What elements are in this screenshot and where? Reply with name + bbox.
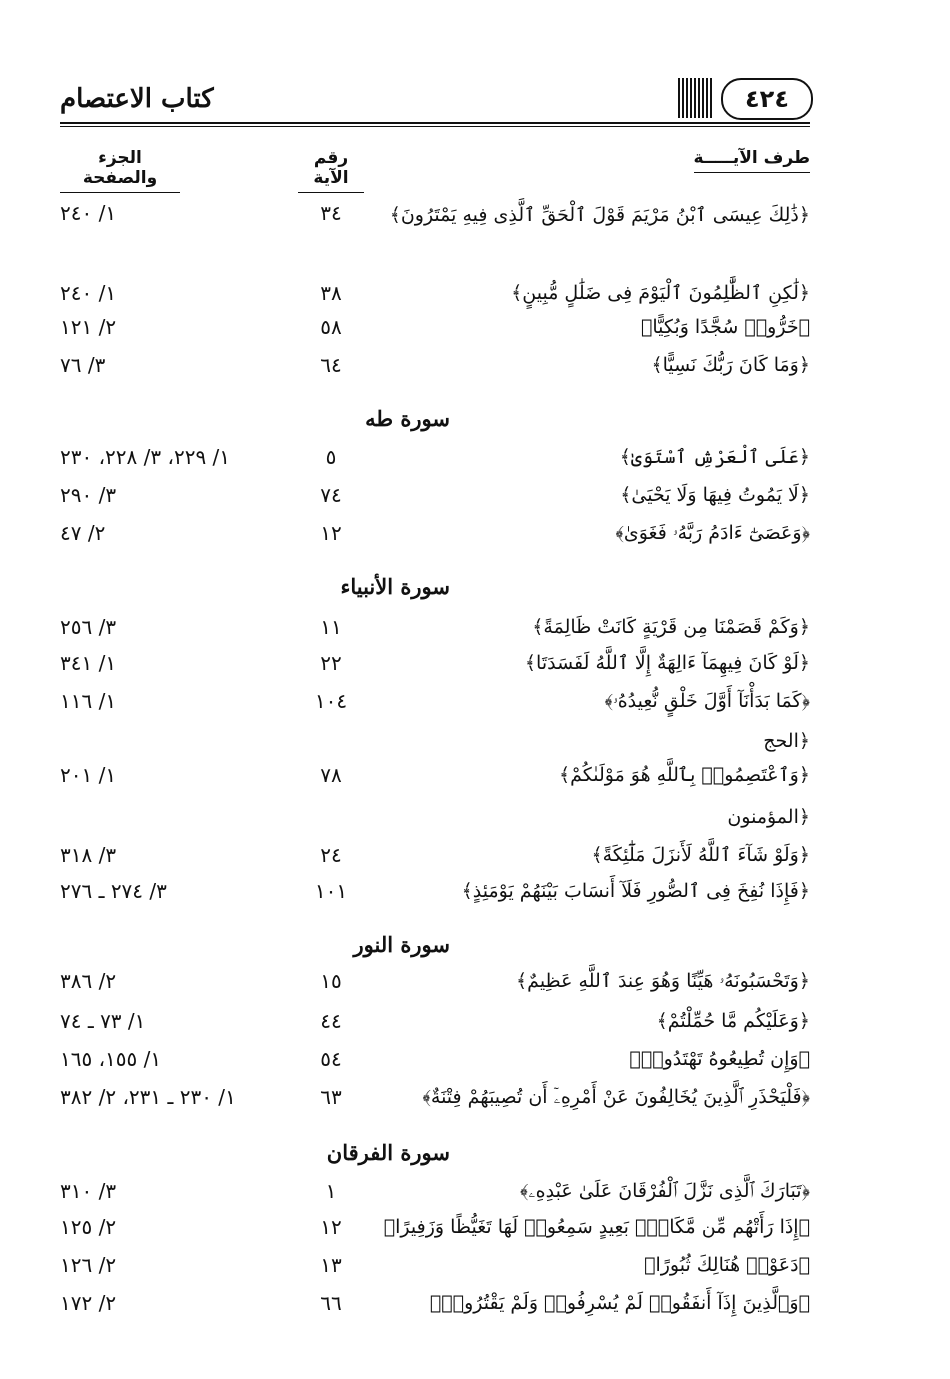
verse-number: ٦٦ <box>320 1291 342 1315</box>
surah-heading <box>60 404 810 438</box>
volume-page-ref: ٣/ ٣١٠ <box>60 1179 117 1203</box>
verse-number: ١٢ <box>320 521 342 545</box>
volume-page-ref: ١/ ٢٠١ <box>60 763 117 787</box>
volume-page-ref: ٢/ ١٧٢ <box>60 1291 117 1315</box>
table-row <box>60 198 810 232</box>
table-row <box>60 840 810 874</box>
table-row <box>60 1212 810 1246</box>
verse-number: ٣٤ <box>320 201 342 225</box>
verse-text: ﴿تَبَارَكَ ٱلَّذِى نَزَّلَ ٱلْفُرْقَانَ عَلَىٰ عَبْدِهِۦ﴾ <box>520 1180 810 1202</box>
volume-page-ref: ١/ ١١٦ <box>60 689 117 713</box>
subheading-text: ﴿الحج <box>763 730 810 752</box>
volume-page-ref: ١/ ٢٣٠ ـ ٢٣١، ٢/ ٣٨٢ <box>60 1085 236 1109</box>
verse-number: ٥ <box>325 445 337 469</box>
column-header-number: رقم الآية <box>298 148 364 193</box>
surah-title: سورة طه <box>365 406 450 431</box>
volume-page-ref: ١/ ٢٤٠ <box>60 201 117 225</box>
section-subheading <box>60 802 810 836</box>
table-row <box>60 480 810 514</box>
verse-number: ١ <box>325 1179 337 1203</box>
book-title: كتاب الاعتصام <box>60 84 214 114</box>
table-row <box>60 442 810 476</box>
verse-number: ١٠١ <box>314 879 348 903</box>
verse-number: ٢٤ <box>320 843 342 867</box>
page-number: ٤٢٤ <box>721 78 813 120</box>
volume-page-ref: ٣/ ٧٦ <box>60 353 106 377</box>
volume-page-ref: ٢/ ١٢٦ <box>60 1253 117 1277</box>
surah-heading <box>60 1138 810 1172</box>
verse-number: ٧٤ <box>320 483 342 507</box>
surah-heading <box>60 930 810 964</box>
volume-page-ref: ١/ ٧٣ ـ ٧٤ <box>60 1009 146 1033</box>
volume-page-ref: ١/ ٣٤١ <box>60 651 117 675</box>
header-rule-thin <box>60 126 810 127</box>
table-row <box>60 686 810 720</box>
surah-heading <box>60 572 810 606</box>
table-row <box>60 648 810 682</box>
page-header <box>60 78 810 122</box>
table-row <box>60 1044 810 1078</box>
table-row <box>60 1250 810 1284</box>
surah-title: سورة الفرقان <box>326 1140 450 1165</box>
verse-text: ﴿لَوْ كَانَ فِيهِمَآ ءَالِهَةٌ إِلَّا ٱللَّهُ لَفَسَدَتَا﴾ <box>524 652 810 674</box>
table-row <box>60 612 810 646</box>
verse-number: ٢٢ <box>320 651 342 675</box>
verse-text: ﴿وَعَلَيْكُم مَّا حُمِّلْتُمْ﴾ <box>656 1010 810 1032</box>
table-row <box>60 760 810 794</box>
verse-text: ﴿لَٰكِنِ ٱلظَّٰلِمُونَ ٱلْيَوْمَ فِى ضَلَٰلٍ مُّبِينٍ﴾ <box>511 282 810 304</box>
verse-text: ﴿لَا يَمُوتُ فِيهَا وَلَا يَحْيَىٰ﴾ <box>620 484 810 506</box>
verse-text: ﴿وَعَصَىٰٓ ءَادَمُ رَبَّهُۥ فَغَوَىٰ﴾ <box>615 522 810 544</box>
verse-number: ٣٨ <box>320 281 342 305</box>
volume-page-ref: ١/ ١٥٥، ١٦٥ <box>60 1047 162 1071</box>
volume-page-ref: ١/ ٢٤٠ <box>60 281 117 305</box>
verse-text: ﴿فَإِذَا نُفِخَ فِى ٱلصُّورِ فَلَآ أَنسَابَ بَيْنَهُمْ يَوْمَئِذٍ﴾ <box>461 880 810 902</box>
section-subheading <box>60 726 810 760</box>
table-row <box>60 966 810 1000</box>
table-row <box>60 518 810 552</box>
volume-page-ref: ٢/ ١٢٥ <box>60 1215 117 1239</box>
volume-page-ref: ١/ ٢٢٩، ٣/ ٢٢٨، ٢٣٠ <box>60 445 231 469</box>
verse-text: ﴿وَتَحْسَبُونَهُۥ هَيِّنًا وَهُوَ عِندَ ٱللَّهِ عَظِيمٌ﴾ <box>516 970 810 992</box>
verse-number: ١٠٤ <box>314 689 348 713</box>
verse-text: ﴿فَلْيَحْذَرِ ٱلَّذِينَ يُخَالِفُونَ عَنْ أَمْرِهِۦٓ أَن تُصِيبَهُمْ فِتْنَةٌ﴾ <box>422 1086 810 1108</box>
verse-number: ٦٤ <box>320 353 342 377</box>
table-row <box>60 278 810 312</box>
header-ornament <box>678 78 714 118</box>
table-row <box>60 350 810 384</box>
verse-text: ﴿وَلَوْ شَآءَ ٱللَّهُ لَأَنزَلَ مَلَٰٓئِكَةً﴾ <box>591 844 810 866</box>
verse-text: ﴿عَلَى ٱلْعَرْشِ ٱسْتَوَىٰ﴾ <box>619 446 810 468</box>
volume-page-ref: ٣/ ٢٩٠ <box>60 483 117 507</box>
verse-text: ﴿وَٱعْتَصِمُوا۟ بِٱللَّهِ هُوَ مَوْلَىٰكُمْ﴾ <box>558 764 810 786</box>
verse-number: ١٢ <box>320 1215 342 1239</box>
verse-text: ﴿وَٱلَّذِينَ إِذَآ أَنفَقُوا۟ لَمْ يُسْرِفُوا۟ وَلَمْ يَقْتُرُوا۟﴾ <box>429 1292 810 1314</box>
header-rule <box>60 122 810 124</box>
verse-text: ﴿كَمَا بَدَأْنَآ أَوَّلَ خَلْقٍ نُّعِيدُهُۥ﴾ <box>604 690 810 712</box>
surah-title: سورة الأنبياء <box>340 574 450 599</box>
verse-number: ١٥ <box>320 969 342 993</box>
volume-page-ref: ٢/ ٣٨٦ <box>60 969 117 993</box>
verse-number: ١٣ <box>320 1253 342 1277</box>
verse-number: ٥٨ <box>320 315 342 339</box>
volume-page-ref: ٣/ ٢٧٤ ـ ٢٧٦ <box>60 879 167 903</box>
verse-number: ٦٣ <box>320 1085 342 1109</box>
verse-text: ﴿وَكَمْ قَصَمْنَا مِن قَرْيَةٍ كَانَتْ ظَالِمَةً﴾ <box>532 616 810 638</box>
verse-number: ٥٤ <box>320 1047 342 1071</box>
verse-text: ﴿وَإِن تُطِيعُوهُ تَهْتَدُوا۟﴾ <box>629 1048 810 1070</box>
verse-text: ﴿ذَٰلِكَ عِيسَى ٱبْنُ مَرْيَمَ قَوْلَ ٱلْحَقِّ ٱلَّذِى فِيهِ يَمْتَرُونَ﴾ <box>389 204 810 226</box>
subheading-text: ﴿المؤمنون <box>727 806 810 828</box>
verse-number: ٧٨ <box>320 763 342 787</box>
volume-page-ref: ٣/ ٢٥٦ <box>60 615 117 639</box>
verse-number: ١١ <box>320 615 342 639</box>
column-header-reference: الجزء والصفحة <box>60 148 180 193</box>
volume-page-ref: ٣/ ٣١٨ <box>60 843 117 867</box>
table-row <box>60 1288 810 1322</box>
table-row <box>60 1176 810 1210</box>
verse-text: ﴿دَعَوْا۟ هُنَالِكَ ثُبُورًا﴾ <box>644 1254 810 1276</box>
table-row <box>60 1006 810 1040</box>
table-row <box>60 1082 810 1116</box>
column-header-verse: طرف الآيـــــة <box>694 148 811 173</box>
verse-text: ﴿إِذَا رَأَتْهُم مِّن مَّكَانٍۭ بَعِيدٍ سَمِعُوا۟ لَهَا تَغَيُّظًا وَزَفِيرًا﴾ <box>383 1216 810 1238</box>
verse-text: ﴿خَرُّوا۟ سُجَّدًا وَبُكِيًّا﴾ <box>640 316 810 338</box>
volume-page-ref: ٢/ ١٢١ <box>60 315 117 339</box>
surah-title: سورة النور <box>353 932 450 957</box>
table-row <box>60 876 810 910</box>
verse-number: ٤٤ <box>320 1009 342 1033</box>
table-row <box>60 312 810 346</box>
verse-text: ﴿وَمَا كَانَ رَبُّكَ نَسِيًّا﴾ <box>651 354 810 376</box>
volume-page-ref: ٢/ ٤٧ <box>60 521 106 545</box>
